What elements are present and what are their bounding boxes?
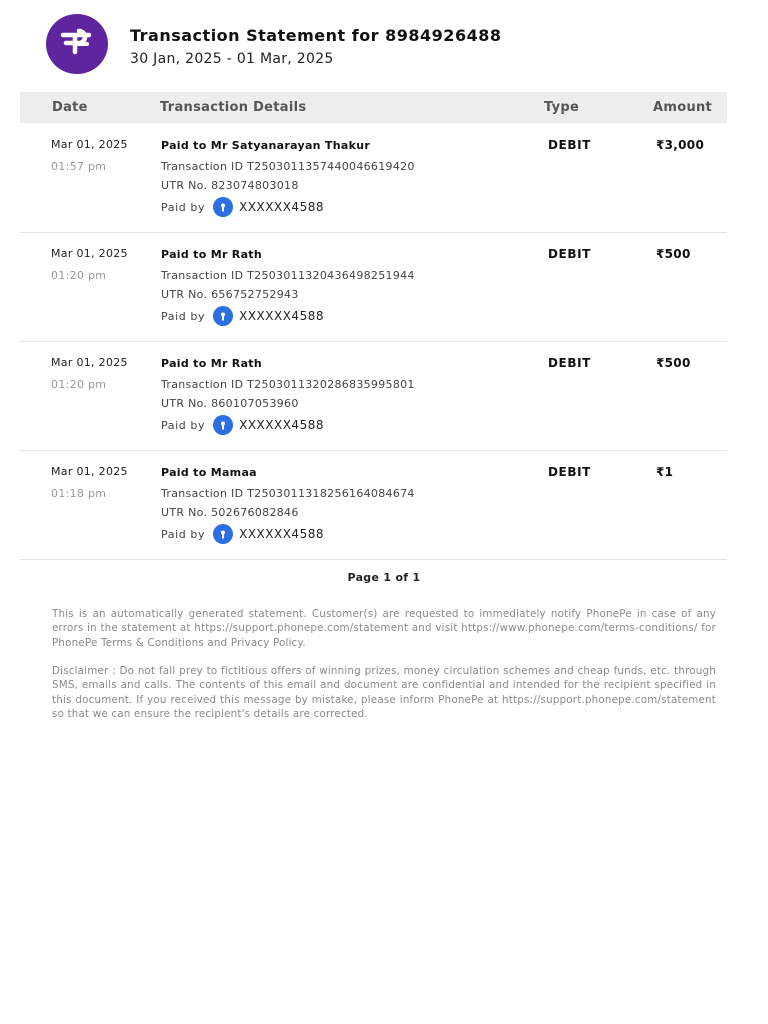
transaction-amount: ₹1 <box>656 465 674 479</box>
column-header-amount: Amount <box>653 100 713 115</box>
transaction-date: Mar 01, 2025 <box>51 138 128 151</box>
utr-number: UTR No. 502676082846 <box>161 506 299 519</box>
transaction-row <box>20 341 727 451</box>
paid-by-label: Paid by <box>161 418 206 432</box>
transaction-row <box>20 450 727 560</box>
transaction-row <box>20 123 727 233</box>
disclaimer: Disclaimer : Do not fall prey to fictitious offers of winning prizes, money circulation schemes and cheap funds, etc. through SMS, emails and calls. The contents of this email and document are confidential and intended for the recipient specified in this document. If you received this message by mistake, please inform PhonePe at https://support.phonepe.com/statement so that we can ensure the recipient's details are corrected. <box>52 665 716 721</box>
paid-by-label: Paid by <box>161 527 206 541</box>
statement-date-range: 30 Jan, 2025 - 01 Mar, 2025 <box>130 51 334 67</box>
transaction-date: Mar 01, 2025 <box>51 465 128 478</box>
utr-number: UTR No. 656752752943 <box>161 288 299 301</box>
transaction-type: DEBIT <box>548 247 591 261</box>
statement-notice: This is an automatically generated statement. Customer(s) are requested to immediately notify PhonePe in case of any errors in the statement at https://support.phonepe.com/statement and visit https://www.phonepe.com/terms-conditions/ for PhonePe Terms & Conditions and Privacy Policy. <box>52 608 716 649</box>
bank-icon <box>213 415 233 435</box>
transaction-amount: ₹500 <box>656 247 691 261</box>
utr-number: UTR No. 823074803018 <box>161 179 299 192</box>
column-header-type: Type <box>544 100 580 115</box>
page-number: Page 1 of 1 <box>347 571 421 584</box>
transaction-amount: ₹3,000 <box>656 138 705 152</box>
payee: Paid to Mr Rath <box>161 357 262 370</box>
payee: Paid to Mamaa <box>161 466 257 479</box>
transaction-type: DEBIT <box>548 138 591 152</box>
transaction-type: DEBIT <box>548 465 591 479</box>
phonepe-logo-icon <box>46 14 108 74</box>
paid-by <box>161 412 324 438</box>
transaction-id: Transaction ID T2503011320436498251944 <box>161 269 415 282</box>
transaction-row <box>20 232 727 342</box>
paid-by <box>161 303 324 329</box>
paid-by <box>161 521 324 547</box>
payee: Paid to Mr Satyanarayan Thakur <box>161 139 371 152</box>
payee: Paid to Mr Rath <box>161 248 262 261</box>
bank-icon <box>213 306 233 326</box>
bank-icon <box>213 524 233 544</box>
transaction-time: 01:20 pm <box>51 269 107 282</box>
statement-header <box>46 14 726 76</box>
transaction-id: Transaction ID T2503011357440046619420 <box>161 160 415 173</box>
transaction-amount: ₹500 <box>656 356 691 370</box>
column-header-date: Date <box>52 100 88 115</box>
account-number: XXXXXX4588 <box>239 200 324 214</box>
transaction-id: Transaction ID T2503011320286835995801 <box>161 378 415 391</box>
transaction-date: Mar 01, 2025 <box>51 247 128 260</box>
account-number: XXXXXX4588 <box>239 418 324 432</box>
transaction-type: DEBIT <box>548 356 591 370</box>
table-header <box>20 92 727 123</box>
transaction-time: 01:18 pm <box>51 487 107 500</box>
transaction-id: Transaction ID T2503011318256164084674 <box>161 487 415 500</box>
statement-title: Transaction Statement for 8984926488 <box>130 26 502 45</box>
account-number: XXXXXX4588 <box>239 527 324 541</box>
transaction-date: Mar 01, 2025 <box>51 356 128 369</box>
transaction-time: 01:57 pm <box>51 160 107 173</box>
column-header-details: Transaction Details <box>160 100 307 115</box>
transaction-time: 01:20 pm <box>51 378 107 391</box>
paid-by <box>161 194 324 220</box>
utr-number: UTR No. 860107053960 <box>161 397 299 410</box>
bank-icon <box>213 197 233 217</box>
paid-by-label: Paid by <box>161 309 206 323</box>
paid-by-label: Paid by <box>161 200 206 214</box>
account-number: XXXXXX4588 <box>239 309 324 323</box>
